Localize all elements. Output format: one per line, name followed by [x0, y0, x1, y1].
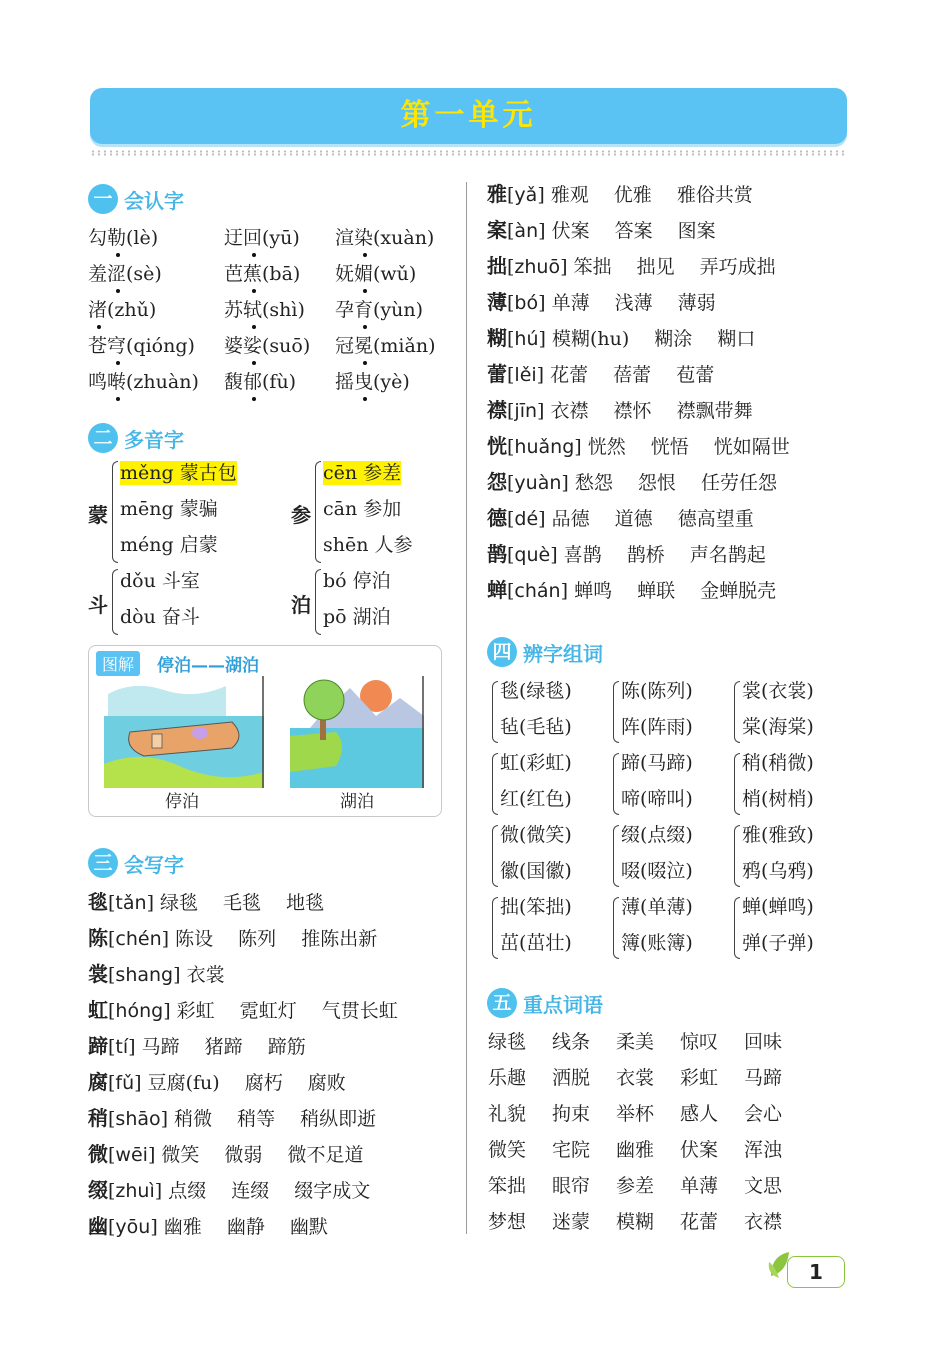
- emphasis-dot: [363, 289, 367, 293]
- section-write-header: [88, 847, 184, 879]
- bracket: ]: [161, 928, 176, 950]
- distinguish-item: 徽(国徽): [500, 860, 572, 882]
- write-words: 雅观 优雅 雅俗共赏: [550, 184, 753, 206]
- bracket: ]: [538, 508, 552, 530]
- keyword-item: 浑浊: [744, 1139, 783, 1161]
- polyphone-reading: dòu 奋斗: [120, 606, 200, 628]
- recognize-item: 鸣啭(zhuàn): [88, 371, 199, 393]
- distinguish-item: 棠(海棠): [742, 716, 814, 738]
- keyword-item: 回味: [744, 1031, 783, 1053]
- section-polyphone-header: [88, 422, 184, 454]
- write-char: 裳: [88, 962, 108, 986]
- bracket: ]: [134, 1072, 148, 1094]
- write-row: [88, 926, 377, 951]
- write-row: [88, 1142, 363, 1167]
- distinguish-item: 雅(雅致): [742, 824, 814, 846]
- write-words: 愁怨 怨恨 任劳任怨: [574, 472, 777, 494]
- section-number: 五: [487, 988, 517, 1018]
- write-row: [487, 506, 754, 531]
- column-divider: [466, 182, 467, 1234]
- write-words: 马蹄 猪蹄 蹄筋: [141, 1036, 306, 1058]
- write-row: [487, 254, 776, 279]
- keyword-item: 迷蒙: [552, 1211, 591, 1233]
- bracket: [: [507, 400, 515, 422]
- bracket: [: [108, 964, 116, 986]
- brace: [492, 681, 498, 743]
- write-words: 笨拙 拙见 弄巧成拙: [573, 256, 776, 278]
- write-words: 蝉鸣 蝉联 金蝉脱壳: [574, 580, 777, 602]
- write-words: 陈设 陈列 推陈出新: [175, 928, 378, 950]
- brace: [734, 897, 740, 959]
- brace: [613, 753, 619, 815]
- write-words: 衣襟 襟怀 襟飘带舞: [550, 400, 753, 422]
- write-char: 糊: [487, 326, 507, 350]
- keyword-item: 宅院: [552, 1139, 591, 1161]
- bracket: [: [507, 184, 515, 206]
- bracket: [: [108, 1216, 116, 1238]
- keyword-item: 会心: [744, 1103, 783, 1125]
- write-char: 蹄: [88, 1034, 108, 1058]
- section-recognize-header: [88, 183, 184, 215]
- distinguish-item: 弹(子弹): [742, 932, 814, 954]
- distinguish-item: 阵(阵雨): [621, 716, 693, 738]
- section-distinguish-header: [487, 636, 603, 668]
- keyword-item: 笨拙: [488, 1175, 527, 1197]
- write-row: [487, 218, 716, 243]
- bracket: ]: [147, 1144, 162, 1166]
- section-number: 一: [88, 184, 118, 214]
- keyword-item: 柔美: [616, 1031, 655, 1053]
- bracket: [: [507, 328, 515, 350]
- section-title: 重点词语: [523, 992, 603, 1017]
- write-char: 薄: [487, 290, 507, 314]
- write-pinyin: shang: [115, 964, 174, 986]
- bracket: ]: [574, 436, 588, 458]
- polyphone-reading: dǒu 斗室: [120, 570, 200, 592]
- brace: [315, 569, 321, 635]
- section-number: 二: [88, 423, 118, 453]
- dotted-divider: [90, 150, 847, 156]
- emphasis-dot: [363, 325, 367, 329]
- emphasis-dot: [363, 361, 367, 365]
- write-pinyin: dé: [514, 508, 539, 530]
- section-number: 三: [88, 848, 118, 878]
- bracket: [: [108, 892, 116, 914]
- write-row: [88, 1070, 346, 1095]
- distinguish-item: 蹄(马蹄): [621, 752, 693, 774]
- write-pinyin: lěi: [514, 364, 537, 386]
- write-row: [487, 434, 790, 459]
- write-char: 腐: [88, 1070, 108, 1094]
- write-words: 单薄 浅薄 薄弱: [551, 292, 716, 314]
- emphasis-dot: [252, 289, 256, 293]
- keyword-item: 文思: [744, 1175, 783, 1197]
- bracket: [: [108, 1000, 116, 1022]
- bracket: [: [108, 1108, 116, 1130]
- bracket: ]: [537, 184, 551, 206]
- write-words: 绿毯 毛毯 地毯: [160, 892, 325, 914]
- distinguish-item: 陈(陈列): [621, 680, 693, 702]
- brace: [734, 681, 740, 743]
- write-words: 伏案 答案 图案: [551, 220, 716, 242]
- write-char: 蕾: [487, 362, 507, 386]
- brace: [112, 461, 118, 563]
- keyword-item: 眼帘: [552, 1175, 591, 1197]
- keyword-item: 梦想: [488, 1211, 527, 1233]
- write-char: 微: [88, 1142, 108, 1166]
- polyphone-reading: měng 蒙古包: [120, 462, 237, 484]
- caption-lake: 湖泊: [340, 792, 374, 812]
- keyword-item: 举杯: [616, 1103, 655, 1125]
- write-pinyin: fǔ: [115, 1072, 135, 1094]
- recognize-item: 渚(zhǔ): [88, 299, 157, 321]
- distinguish-item: 啼(啼叫): [621, 788, 693, 810]
- bracket: ]: [538, 328, 552, 350]
- illustration-title: 停泊——湖泊: [157, 656, 259, 676]
- write-char: 陈: [88, 926, 108, 950]
- bracket: [: [108, 1072, 116, 1094]
- write-row: [88, 962, 225, 987]
- write-pinyin: yuàn: [514, 472, 562, 494]
- brace: [613, 897, 619, 959]
- write-char: 稍: [88, 1106, 108, 1130]
- write-row: [487, 542, 766, 567]
- write-words: 品德 道德 德高望重: [551, 508, 754, 530]
- write-row: [487, 398, 753, 423]
- bracket: [: [108, 1144, 116, 1166]
- bracket: [: [507, 508, 515, 530]
- keyword-item: 模糊: [616, 1211, 655, 1233]
- distinguish-item: 稍(稍微): [742, 752, 814, 774]
- write-pinyin: zhuì: [115, 1180, 155, 1202]
- emphasis-dot: [252, 253, 256, 257]
- recognize-item: 冠冕(miǎn): [335, 335, 436, 357]
- emphasis-dot: [252, 325, 256, 329]
- emphasis-dot: [116, 397, 120, 401]
- bracket: ]: [537, 400, 551, 422]
- keyword-item: 线条: [552, 1031, 591, 1053]
- keyword-item: 单薄: [680, 1175, 719, 1197]
- bracket: [: [507, 364, 515, 386]
- write-row: [487, 182, 753, 207]
- bracket: ]: [561, 472, 575, 494]
- brace: [492, 825, 498, 887]
- distinguish-item: 微(微笑): [500, 824, 572, 846]
- distinguish-item: 啜(啜泣): [621, 860, 693, 882]
- lake-illustration: [290, 676, 424, 788]
- emphasis-dot: [363, 397, 367, 401]
- emphasis-dot: [363, 253, 367, 257]
- boat-moored-illustration: [104, 676, 264, 788]
- keyword-item: 礼貌: [488, 1103, 527, 1125]
- keyword-item: 幽雅: [616, 1139, 655, 1161]
- write-pinyin: hú: [514, 328, 539, 350]
- recognize-item: 苍穹(qióng): [88, 335, 195, 357]
- bracket: [: [507, 436, 515, 458]
- recognize-item: 迂回(yū): [224, 227, 300, 249]
- emphasis-dot: [116, 289, 120, 293]
- polyphone-reading: mēng 蒙骗: [120, 498, 218, 520]
- section-title: 会认字: [124, 188, 184, 213]
- write-pinyin: jīn: [514, 400, 538, 422]
- distinguish-item: 裳(衣裳): [742, 680, 814, 702]
- bracket: ]: [160, 1108, 175, 1130]
- write-row: [487, 470, 777, 495]
- write-row: [88, 998, 398, 1023]
- write-pinyin: shāo: [115, 1108, 161, 1130]
- bracket: [: [108, 928, 116, 950]
- illustration-tag: 图解: [96, 651, 140, 676]
- section-title: 多音字: [124, 427, 184, 452]
- write-pinyin: wēi: [115, 1144, 148, 1166]
- write-words: 微笑 微弱 微不足道: [161, 1144, 364, 1166]
- write-pinyin: chán: [514, 580, 561, 602]
- bracket: ]: [173, 964, 187, 986]
- emphasis-dot: [116, 361, 120, 365]
- bracket: ]: [163, 1000, 177, 1022]
- section-keywords-header: [487, 987, 603, 1019]
- bracket: [: [108, 1036, 116, 1058]
- write-row: [487, 326, 755, 351]
- write-row: [88, 1106, 376, 1131]
- keyword-item: 马蹄: [744, 1067, 783, 1089]
- brace: [492, 753, 498, 815]
- write-char: 德: [487, 506, 507, 530]
- write-pinyin: bó: [514, 292, 539, 314]
- write-words: 衣裳: [186, 964, 225, 986]
- distinguish-item: 毡(毛毡): [500, 716, 572, 738]
- write-char: 雅: [487, 182, 507, 206]
- keyword-item: 乐趣: [488, 1067, 527, 1089]
- bracket: [: [507, 472, 515, 494]
- brace: [613, 681, 619, 743]
- write-pinyin: àn: [514, 220, 539, 242]
- bracket: ]: [538, 220, 552, 242]
- polyphone-reading: pō 湖泊: [323, 606, 391, 628]
- keyword-item: 衣襟: [744, 1211, 783, 1233]
- distinguish-item: 拙(笨拙): [500, 896, 572, 918]
- recognize-item: 苏轼(shì): [224, 299, 305, 321]
- polyphone-reading: shēn 人参: [323, 534, 413, 556]
- distinguish-item: 梢(树梢): [742, 788, 814, 810]
- distinguish-item: 茁(茁壮): [500, 932, 572, 954]
- write-char: 毯: [88, 890, 108, 914]
- bracket: ]: [128, 1036, 142, 1058]
- keyword-item: 惊叹: [680, 1031, 719, 1053]
- keyword-item: 微笑: [488, 1139, 527, 1161]
- emphasis-dot: [116, 253, 120, 257]
- write-pinyin: tǎn: [115, 892, 147, 914]
- distinguish-item: 红(红色): [500, 788, 572, 810]
- write-row: [487, 578, 776, 603]
- bracket: ]: [536, 364, 551, 386]
- section-title: 辨字组词: [523, 641, 603, 666]
- write-char: 蝉: [487, 578, 507, 602]
- bracket: [: [507, 256, 515, 278]
- keyword-item: 花蕾: [680, 1211, 719, 1233]
- write-row: [88, 1178, 370, 1203]
- write-pinyin: huǎng: [514, 436, 575, 458]
- distinguish-item: 毯(绿毯): [500, 680, 572, 702]
- keyword-item: 拘束: [552, 1103, 591, 1125]
- bracket: [: [507, 220, 515, 242]
- bracket: [: [507, 580, 515, 602]
- brace: [613, 825, 619, 887]
- write-pinyin: tí: [115, 1036, 129, 1058]
- recognize-item: 芭蕉(bā): [224, 263, 301, 285]
- write-words: 彩虹 霓虹灯 气贯长虹: [176, 1000, 398, 1022]
- write-words: 稍微 稍等 稍纵即逝: [174, 1108, 377, 1130]
- write-char: 案: [487, 218, 507, 242]
- write-words: 恍然 恍悟 恍如隔世: [587, 436, 790, 458]
- recognize-item: 羞涩(sè): [88, 263, 162, 285]
- write-pinyin: hóng: [115, 1000, 164, 1022]
- write-char: 拙: [487, 254, 507, 278]
- section-title: 会写字: [124, 852, 184, 877]
- keyword-item: 绿毯: [488, 1031, 527, 1053]
- write-char: 幽: [88, 1214, 108, 1238]
- bracket: ]: [538, 292, 552, 314]
- polyphone-char: 蒙: [88, 503, 108, 527]
- emphasis-dot: [252, 361, 256, 365]
- bracket: ]: [150, 1216, 164, 1238]
- bracket: [: [108, 1180, 116, 1202]
- polyphone-reading: bó 停泊: [323, 570, 391, 592]
- polyphone-reading: cēn 参差: [323, 462, 402, 484]
- keyword-item: 衣裳: [616, 1067, 655, 1089]
- brace: [112, 569, 118, 635]
- recognize-item: 渲染(xuàn): [335, 227, 435, 249]
- write-row: [487, 362, 714, 387]
- polyphone-reading: cān 参加: [323, 498, 402, 520]
- write-char: 鹊: [487, 542, 507, 566]
- recognize-item: 勾勒(lè): [88, 227, 159, 249]
- polyphone-char: 泊: [291, 593, 311, 617]
- keyword-item: 洒脱: [552, 1067, 591, 1089]
- write-row: [88, 1214, 328, 1239]
- section-number: 四: [487, 637, 517, 667]
- write-words: 喜鹊 鹊桥 声名鹊起: [563, 544, 766, 566]
- bracket: ]: [146, 892, 161, 914]
- write-pinyin: yǎ: [514, 184, 538, 206]
- keyword-item: 参差: [616, 1175, 655, 1197]
- write-row: [487, 290, 716, 315]
- write-words: 模糊(hu) 糊涂 糊口: [551, 328, 756, 350]
- brace: [734, 753, 740, 815]
- write-char: 襟: [487, 398, 507, 422]
- write-row: [88, 1034, 306, 1059]
- polyphone-reading: méng 启蒙: [120, 534, 218, 556]
- write-char: 虹: [88, 998, 108, 1022]
- keyword-item: 伏案: [680, 1139, 719, 1161]
- write-char: 缀: [88, 1178, 108, 1202]
- write-pinyin: yōu: [115, 1216, 151, 1238]
- write-pinyin: què: [514, 544, 551, 566]
- recognize-item: 孕育(yùn): [335, 299, 424, 321]
- recognize-item: 馥郁(fù): [224, 371, 297, 393]
- write-pinyin: zhuō: [514, 256, 561, 278]
- write-row: [88, 890, 324, 915]
- unit-banner: [90, 88, 847, 144]
- recognize-item: 妩媚(wǔ): [335, 263, 417, 285]
- write-words: 点缀 连缀 缀字成文: [168, 1180, 371, 1202]
- write-words: 幽雅 幽静 幽默: [163, 1216, 328, 1238]
- caption-moored: 停泊: [165, 792, 199, 812]
- brace: [492, 897, 498, 959]
- distinguish-item: 蝉(蝉鸣): [742, 896, 814, 918]
- page-number: 1: [787, 1256, 845, 1288]
- write-char: 恍: [487, 434, 507, 458]
- distinguish-item: 鸦(乌鸦): [742, 860, 814, 882]
- distinguish-item: 虹(彩虹): [500, 752, 572, 774]
- distinguish-item: 缀(点缀): [621, 824, 693, 846]
- recognize-item: 摇曳(yè): [335, 371, 410, 393]
- keyword-item: 彩虹: [680, 1067, 719, 1089]
- write-words: 豆腐(fu) 腐朽 腐败: [147, 1072, 346, 1094]
- write-pinyin: chén: [115, 928, 162, 950]
- polyphone-char: 斗: [88, 593, 108, 617]
- bracket: ]: [560, 256, 574, 278]
- brace: [315, 461, 321, 563]
- unit-title: 第一单元: [400, 98, 537, 133]
- distinguish-item: 簿(账簿): [621, 932, 693, 954]
- bracket: ]: [560, 580, 575, 602]
- emphasis-dot: [97, 325, 101, 329]
- polyphone-char: 参: [291, 503, 311, 527]
- distinguish-item: 薄(单薄): [621, 896, 693, 918]
- keyword-item: 感人: [680, 1103, 719, 1125]
- bracket: [: [507, 544, 515, 566]
- bracket: ]: [550, 544, 564, 566]
- write-char: 怨: [487, 470, 507, 494]
- bracket: [: [507, 292, 515, 314]
- bracket: ]: [154, 1180, 169, 1202]
- brace: [734, 825, 740, 887]
- write-words: 花蕾 蓓蕾 苞蕾: [550, 364, 715, 386]
- emphasis-dot: [252, 397, 256, 401]
- recognize-item: 婆娑(suō): [224, 335, 311, 357]
